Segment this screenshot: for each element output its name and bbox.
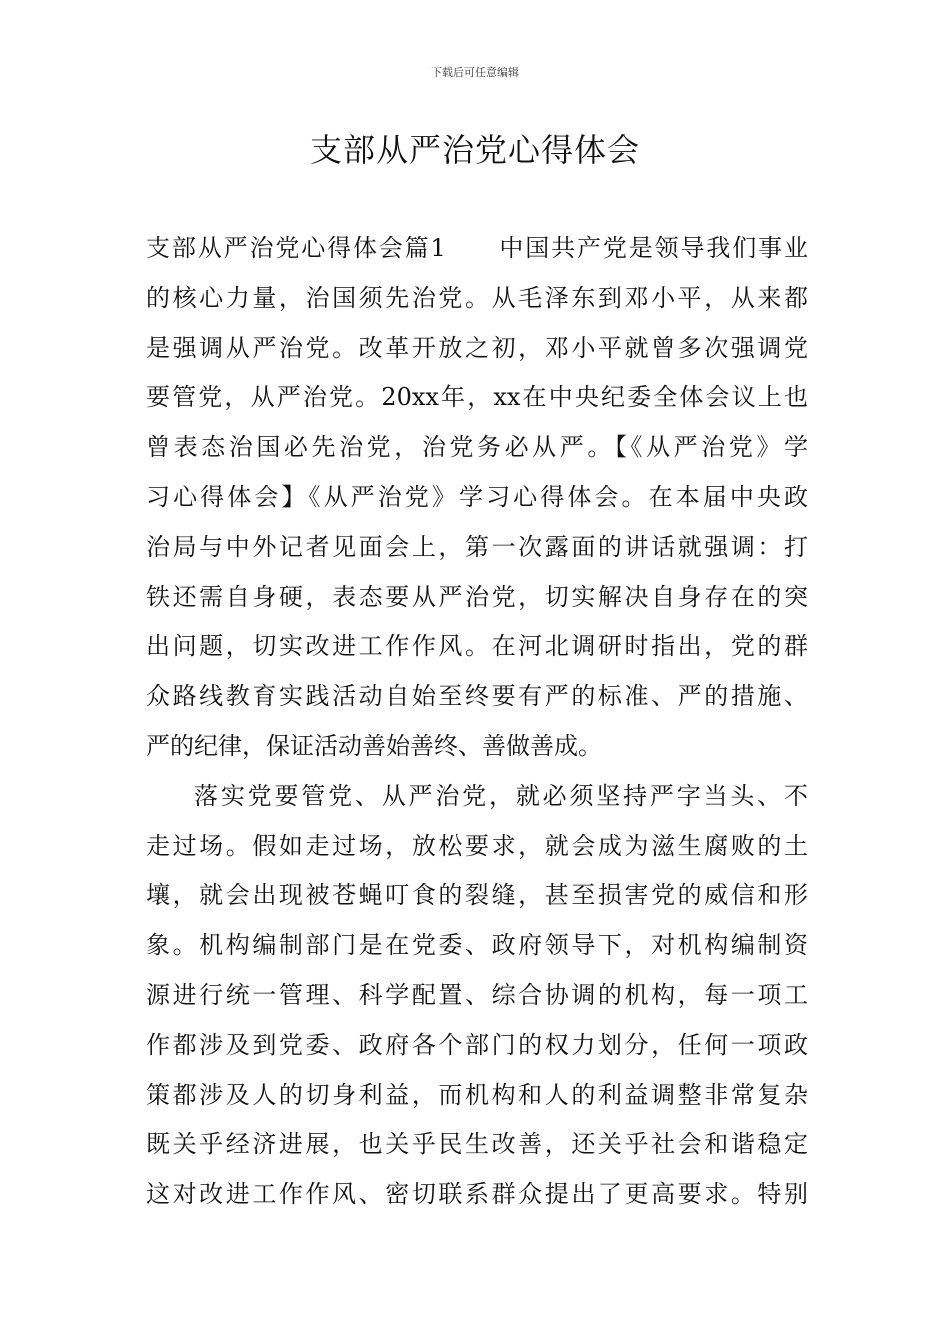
text-line: 习心得体会】《从严治党》学习心得体会。在本届中央政 [146, 482, 808, 511]
text-line: 既关乎经济进展，也关乎民生改善，还关乎社会和谐稳定 [146, 1130, 808, 1159]
text-line: 众路线教育实践活动自始至终要有严的标准、严的措施、 [146, 682, 808, 711]
paragraph-2 [146, 772, 808, 1220]
text-line: 的核心力量，治国须先治党。从毛泽东到邓小平，从来都 [146, 283, 808, 312]
text-line: 支部从严治党心得体会篇1 中国共产党是领导我们事业 [146, 234, 808, 262]
text-line: 象。机构编制部门是在党委、政府领导下，对机构编制资 [146, 931, 808, 960]
text-line: 壤，就会出现被苍蝇叮食的裂缝，甚至损害党的威信和形 [146, 881, 808, 910]
text-line: 源进行统一管理、科学配置、综合协调的机构，每一项工 [146, 980, 808, 1009]
text-line: 治局与中外记者见面会上，第一次露面的讲话就强调：打 [146, 532, 808, 561]
text-line: 这对改进工作作风、密切联系群众提出了更高要求。特别 [146, 1180, 808, 1209]
text-line: 策都涉及人的切身利益，而机构和人的利益调整非常复杂 [146, 1080, 808, 1109]
document-title: 支部从严治党心得体会 [309, 131, 640, 169]
text-line: 落实党要管党、从严治党，就必须坚持严字当头、不 [194, 781, 808, 810]
document-body [146, 224, 808, 1220]
text-line: 出问题，切实改进工作作风。在河北调研时指出，党的群 [146, 632, 808, 661]
text-line: 作都涉及到党委、政府各个部门的权力划分，任何一项政 [146, 1030, 808, 1059]
text-line: 是强调从严治党。改革开放之初，邓小平就曾多次强调党 [146, 333, 808, 362]
header-note: 下载后可任意编辑 [431, 66, 519, 79]
text-line: 要管党，从严治党。20xx年，xx在中央纪委全体会议上也 [146, 383, 808, 412]
text-line: 铁还需自身硬，表态要从严治党，切实解决自身存在的突 [146, 582, 808, 611]
paragraph-1 [146, 224, 808, 772]
text-line: 严的纪律，保证活动善始善终、善做善成。 [146, 731, 602, 760]
text-line: 曾表态治国必先治党，治党务必从严。【《从严治党》学 [146, 433, 808, 462]
text-line: 走过场。假如走过场，放松要求，就会成为滋生腐败的土 [146, 831, 808, 860]
